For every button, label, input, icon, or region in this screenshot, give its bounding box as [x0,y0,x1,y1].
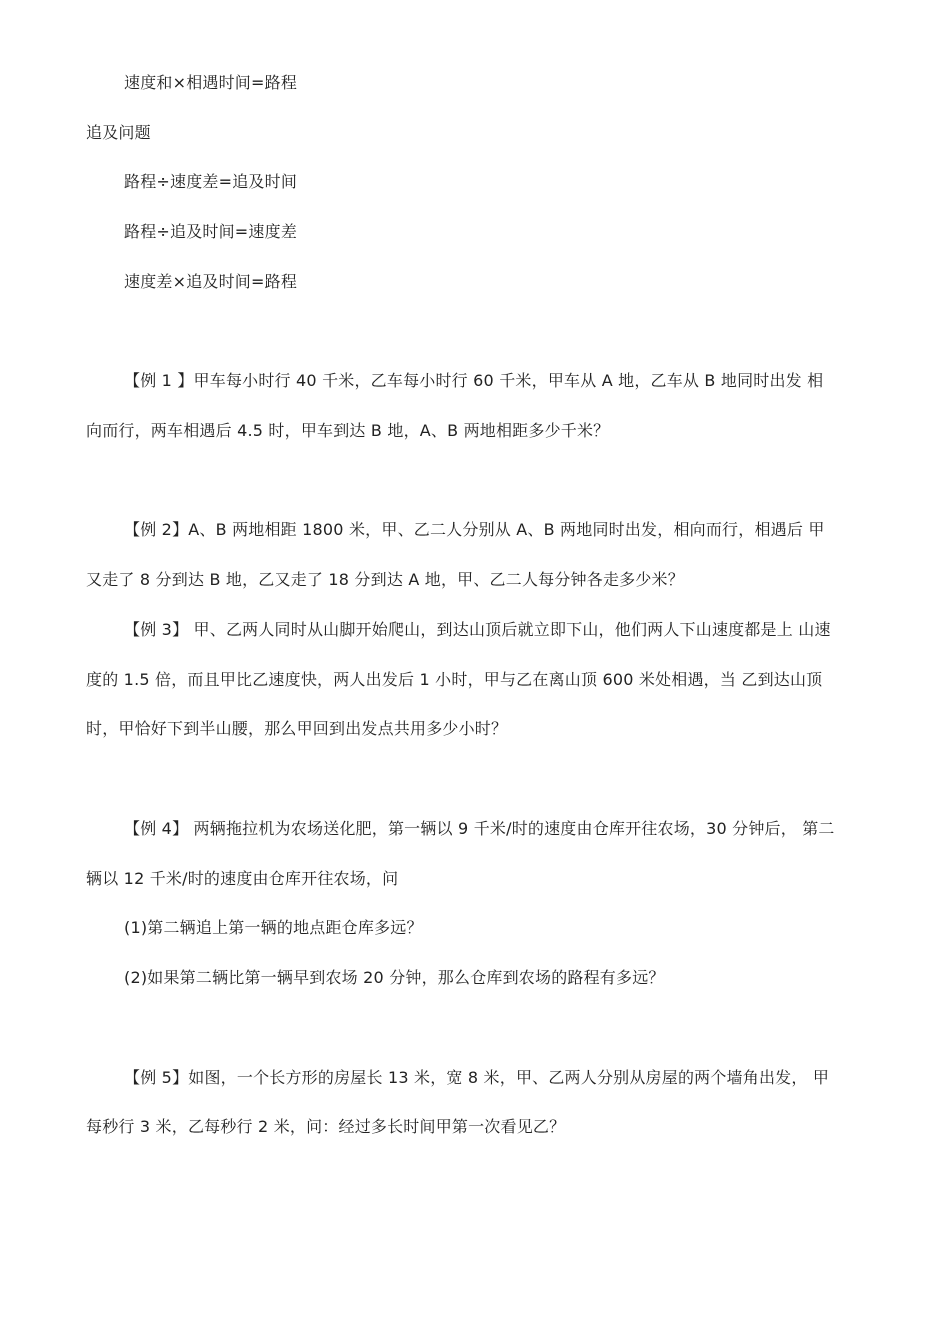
example-3-line-3: 时，甲恰好下到半山腰，那么甲回到出发点共用多少小时？ [86,719,508,738]
example-3-line-1: 【例 3】 甲、乙两人同时从山脚开始爬山，到达山顶后就立即下山，他们两人下山速度都是上 山速 [124,620,831,639]
example-4-subquestion-2: (2)如果第二辆比第一辆早到农场 20 分钟，那么仓库到农场的路程有多远？ [124,968,665,987]
example-1-line-2: 向而行，两车相遇后 4.5 时，甲车到达 B 地，A、B 两地相距多少千米？ [86,421,610,440]
formula-chase-distance: 速度差×追及时间=路程 [124,272,298,291]
example-1-line-1: 【例 1 】甲车每小时行 40 千米，乙车每小时行 60 千米，甲车从 A 地，乙车从 B 地同时出发 相 [124,371,824,390]
example-4-line-2: 辆以 12 千米/时的速度由仓库开往农场，问 [86,869,399,888]
example-5-line-2: 每秒行 3 米，乙每秒行 2 米，问：经过多长时间甲第一次看见乙？ [86,1117,566,1136]
example-4-line-1: 【例 4】 两辆拖拉机为农场送化肥，第一辆以 9 千米/时的速度由仓库开往农场，30 分钟后， 第二 [124,819,835,838]
section-heading-chase: 追及问题 [86,123,151,142]
formula-chase-time: 路程÷速度差=追及时间 [124,172,298,191]
example-2-line-1: 【例 2】A、B 两地相距 1800 米，甲、乙二人分别从 A、B 两地同时出发，相向而行，相遇后 甲 [124,520,825,539]
formula-chase-speed-diff: 路程÷追及时间=速度差 [124,222,298,241]
example-2-line-2: 又走了 8 分到达 B 地，乙又走了 18 分到达 A 地，甲、乙二人每分钟各走多少米？ [86,570,684,589]
example-5-line-1: 【例 5】如图，一个长方形的房屋长 13 米，宽 8 米，甲、乙两人分别从房屋的两个墙角出发， 甲 [124,1068,830,1087]
example-3-line-2: 度的 1.5 倍，而且甲比乙速度快，两人出发后 1 小时，甲与乙在离山顶 600 米处相遇，当 乙到达山顶 [86,670,823,689]
formula-meet-distance: 速度和×相遇时间=路程 [124,73,298,92]
example-4-subquestion-1: (1)第二辆追上第一辆的地点距仓库多远？ [124,918,423,937]
